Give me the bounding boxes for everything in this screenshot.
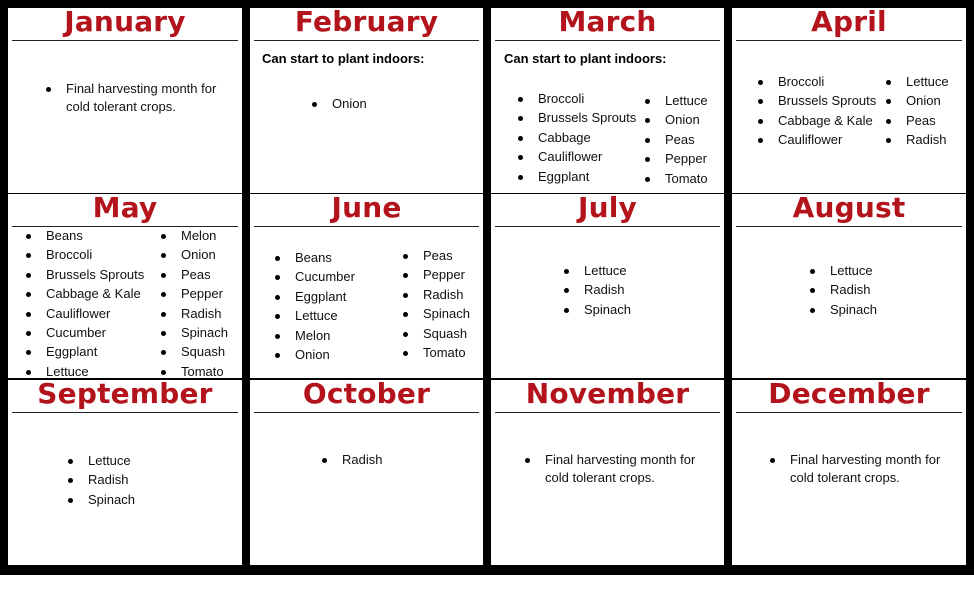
list-item: Radish: [808, 280, 877, 299]
list-item: Spinach: [159, 323, 228, 342]
crop-list: [768, 451, 960, 487]
list-item: Peas: [884, 111, 949, 130]
list-item: Eggplant: [24, 342, 144, 361]
crop-list: [523, 451, 715, 487]
title-rule: [495, 226, 720, 227]
list-item: Onion: [884, 91, 949, 110]
list-item: Brussels Sprouts: [756, 91, 876, 110]
month-april: [732, 8, 966, 193]
list-item: Cucumber: [273, 267, 355, 286]
list-item: Cucumber: [24, 323, 144, 342]
list-item: Lettuce: [643, 91, 708, 110]
crop-list-col2: [884, 72, 949, 150]
month-title: June: [331, 194, 402, 224]
month-november: [491, 380, 724, 565]
crop-list: [310, 94, 367, 113]
list-item: Spinach: [66, 490, 135, 509]
month-title: November: [525, 380, 690, 410]
list-item: Tomato: [401, 343, 470, 362]
list-item: Tomato: [159, 362, 228, 378]
month-title: December: [768, 380, 930, 410]
title-rule: [495, 40, 720, 41]
list-item: Tomato: [643, 169, 708, 188]
list-item: Eggplant: [273, 287, 355, 306]
list-item: Pepper: [401, 265, 470, 284]
month-october: [250, 380, 483, 565]
list-item: Spinach: [808, 300, 877, 319]
month-title: August: [792, 194, 906, 224]
month-may: [8, 194, 242, 378]
crop-list-col1: [756, 72, 876, 150]
list-item: Cabbage & Kale: [24, 284, 144, 303]
month-title: September: [37, 380, 213, 410]
crop-list-col1: [24, 226, 144, 378]
month-title: April: [811, 8, 887, 38]
crop-list: [562, 261, 631, 319]
list-item: Lettuce: [273, 306, 355, 325]
month-august: [732, 194, 966, 378]
list-item: Squash: [401, 324, 470, 343]
month-title: July: [577, 194, 637, 224]
list-item: Broccoli: [516, 89, 636, 108]
list-item: Broccoli: [756, 72, 876, 91]
list-item: Radish: [884, 130, 949, 149]
list-item: Peas: [643, 130, 708, 149]
title-rule: [254, 226, 479, 227]
indoor-note: Can start to plant indoors:: [262, 51, 425, 66]
title-rule: [254, 40, 479, 41]
title-rule: [254, 412, 479, 413]
crop-list: [66, 451, 135, 509]
list-item: Squash: [159, 342, 228, 361]
month-june: [250, 194, 483, 378]
month-july: [491, 194, 724, 378]
list-item: Spinach: [401, 304, 470, 323]
list-item: Final harvesting month for cold tolerant crops.: [44, 80, 236, 116]
list-item: Onion: [273, 345, 355, 364]
indoor-note: Can start to plant indoors:: [504, 51, 667, 66]
title-rule: [12, 40, 238, 41]
list-item: Brussels Sprouts: [516, 108, 636, 127]
crop-list-col2: [159, 226, 228, 378]
list-item: Radish: [320, 450, 382, 469]
list-item: Onion: [643, 110, 708, 129]
list-item: Onion: [159, 245, 228, 264]
list-item: Peas: [401, 246, 470, 265]
month-february: [250, 8, 483, 193]
list-item: Radish: [159, 304, 228, 323]
list-item: Onion: [310, 94, 367, 113]
list-item: Pepper: [643, 149, 708, 168]
crop-list: [320, 450, 382, 469]
list-item: Cauliflower: [516, 147, 636, 166]
list-item: Lettuce: [562, 261, 631, 280]
list-item: Lettuce: [24, 362, 144, 378]
list-item: Melon: [273, 326, 355, 345]
list-item: Cabbage: [516, 128, 636, 147]
list-item: Lettuce: [808, 261, 877, 280]
list-item: Beans: [273, 248, 355, 267]
month-january: [8, 8, 242, 193]
month-march: [491, 8, 724, 193]
month-december: [732, 380, 966, 565]
list-item: Final harvesting month for cold tolerant crops.: [768, 451, 960, 487]
list-item: Cauliflower: [24, 304, 144, 323]
list-item: Spinach: [562, 300, 631, 319]
list-item: Lettuce: [66, 451, 135, 470]
list-item: Cauliflower: [756, 130, 876, 149]
title-rule: [736, 40, 962, 41]
month-title: October: [302, 380, 431, 410]
month-title: May: [92, 194, 158, 224]
title-rule: [736, 226, 962, 227]
list-item: Final harvesting month for cold tolerant crops.: [523, 451, 715, 487]
list-item: Eggplant: [516, 167, 636, 186]
list-item: Melon: [159, 226, 228, 245]
crop-list-col1: [273, 248, 355, 364]
month-title: March: [558, 8, 657, 38]
month-title: January: [64, 8, 186, 38]
month-september: [8, 380, 242, 565]
list-item: Pepper: [159, 284, 228, 303]
list-item: Beans: [24, 226, 144, 245]
crop-list-col2: [401, 246, 470, 362]
list-item: Radish: [401, 285, 470, 304]
crop-list: [808, 261, 877, 319]
title-rule: [12, 412, 238, 413]
list-item: Broccoli: [24, 245, 144, 264]
month-title: February: [294, 8, 439, 38]
list-item: Cabbage & Kale: [756, 111, 876, 130]
list-item: Peas: [159, 265, 228, 284]
list-item: Brussels Sprouts: [24, 265, 144, 284]
crop-list-col2: [643, 91, 708, 188]
title-rule: [736, 412, 962, 413]
list-item: Radish: [66, 470, 135, 489]
list-item: Lettuce: [884, 72, 949, 91]
crop-list: [44, 80, 236, 116]
list-item: Radish: [562, 280, 631, 299]
crop-list-col1: [516, 89, 636, 186]
title-rule: [495, 412, 720, 413]
